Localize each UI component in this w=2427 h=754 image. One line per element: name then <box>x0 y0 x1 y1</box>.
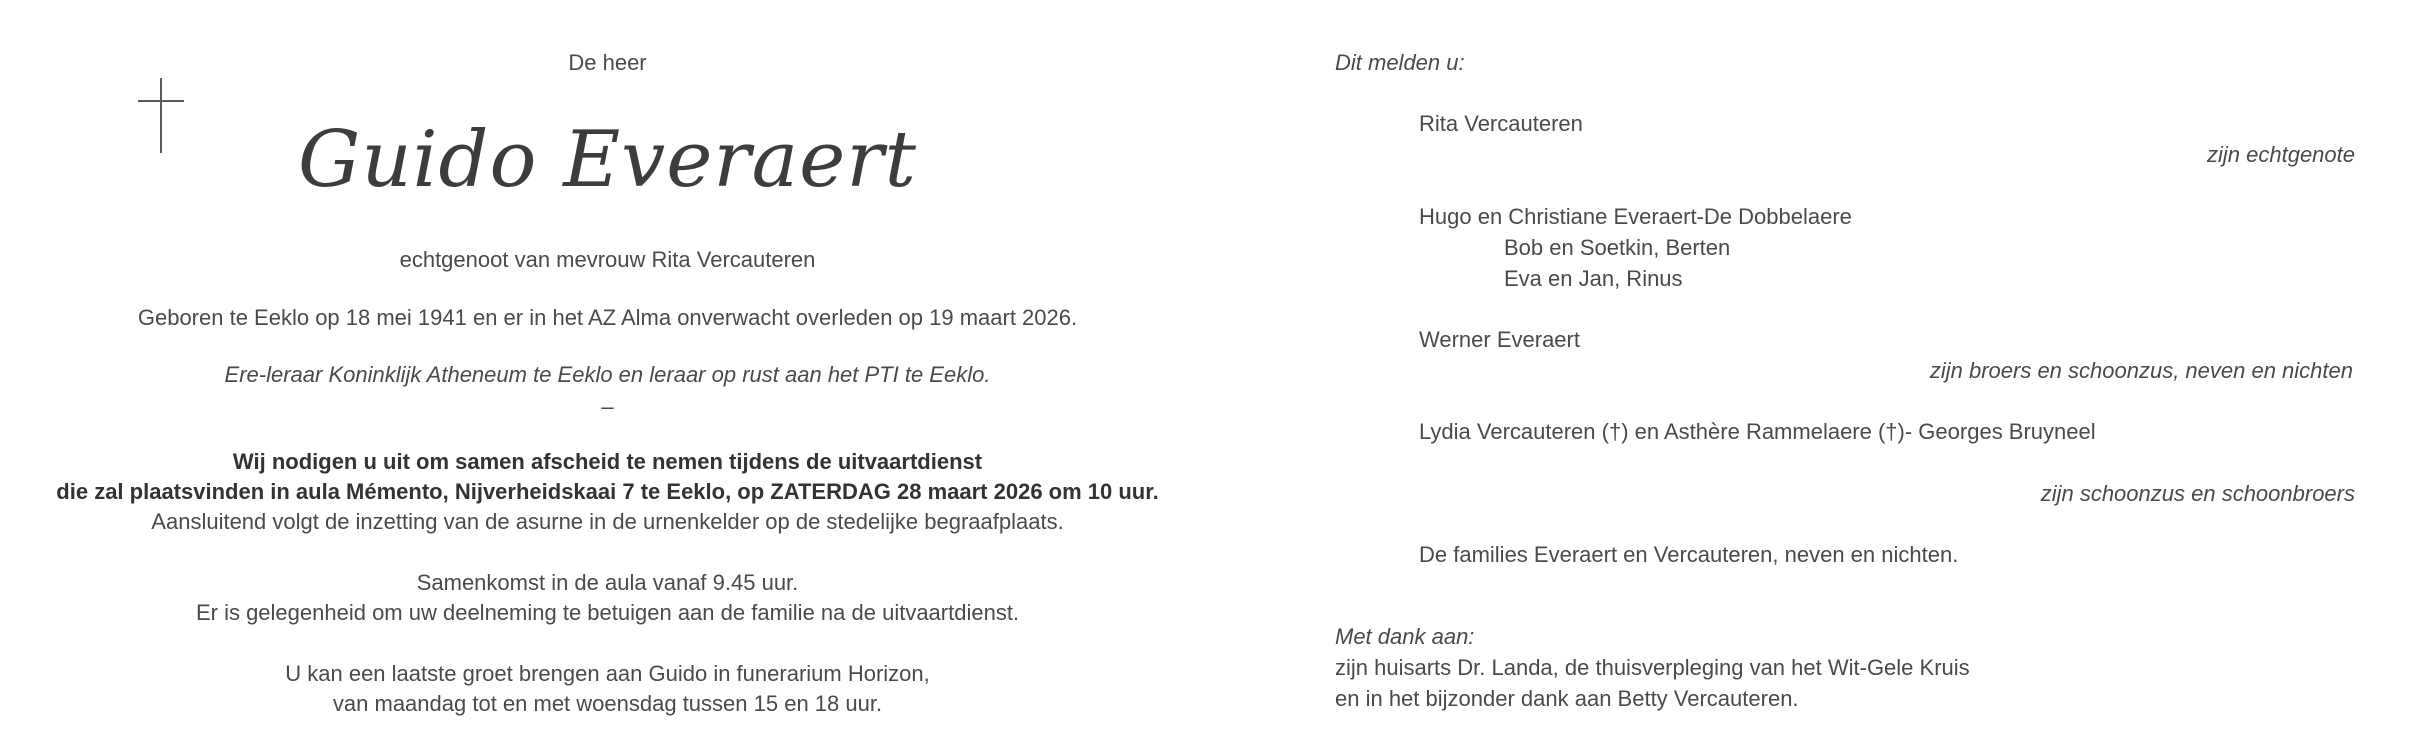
birth-death-line: Geboren te Eeklo op 18 mei 1941 en er in het AZ Alma onverwacht overleden op 19 maart 2026. <box>137 305 1078 330</box>
family-1-children-1: Bob en Soetkin, Berten <box>1504 235 1731 260</box>
announcement-right-panel <box>1335 0 2355 754</box>
meeting-line-2: Er is gelegenheid om uw deelneming te betuigen aan de familie na de uitvaartdienst. <box>195 600 1020 625</box>
separator-dash: – <box>601 394 614 419</box>
siblings-role: zijn broers en schoonzus, neven en nichten <box>1929 358 2353 383</box>
invitation-line-1: Wij nodigen u uit om samen afscheid te nemen tijdens de uitvaartdienst <box>232 449 983 474</box>
invitation-line-2: die zal plaatsvinden in aula Mémento, Nijverheidskaai 7 te Eeklo, op ZATERDAG 28 maart 2026 om 10 uur. <box>56 479 1159 504</box>
career-line: Ere-leraar Koninklijk Atheneum te Eeklo en leraar op rust aan het PTI te Eeklo. <box>224 362 991 387</box>
thanks-line-2: en in het bijzonder dank aan Betty Vercauteren. <box>1335 686 1799 711</box>
in-laws-names: Lydia Vercauteren (†) en Asthère Rammelaere (†)- Georges Bruyneel <box>1419 419 2096 444</box>
burial-line: Aansluitend volgt de inzetting van de asurne in de urnenkelder op de stedelijke begraafplaats. <box>151 509 1064 534</box>
family-1-children-2: Eva en Jan, Rinus <box>1504 266 1683 291</box>
wife-role: zijn echtgenote <box>2207 142 2355 167</box>
announcers-heading: Dit melden u: <box>1335 50 1465 75</box>
thanks-heading: Met dank aan: <box>1335 624 1475 649</box>
families-line: De families Everaert en Vercauteren, neven en nichten. <box>1419 542 1959 567</box>
deceased-name: Guido Everaert <box>298 115 917 205</box>
spouse-line: echtgenoot van mevrouw Rita Vercauteren <box>399 247 816 272</box>
farewell-line-1: U kan een laatste groet brengen aan Guido in funerarium Horizon, <box>285 661 930 686</box>
in-laws-role: zijn schoonzus en schoonbroers <box>2040 481 2355 506</box>
farewell-line-2: van maandag tot en met woensdag tussen 15 en 18 uur. <box>332 691 883 716</box>
wife-name: Rita Vercauteren <box>1419 111 1583 136</box>
salutation: De heer <box>568 50 647 75</box>
family-2-name: Werner Everaert <box>1419 327 1580 352</box>
thanks-line-1: zijn huisarts Dr. Landa, de thuisverpleging van het Wit-Gele Kruis <box>1335 655 1970 680</box>
family-1-names: Hugo en Christiane Everaert-De Dobbelaere <box>1419 204 1852 229</box>
meeting-line-1: Samenkomst in de aula vanaf 9.45 uur. <box>416 570 799 595</box>
